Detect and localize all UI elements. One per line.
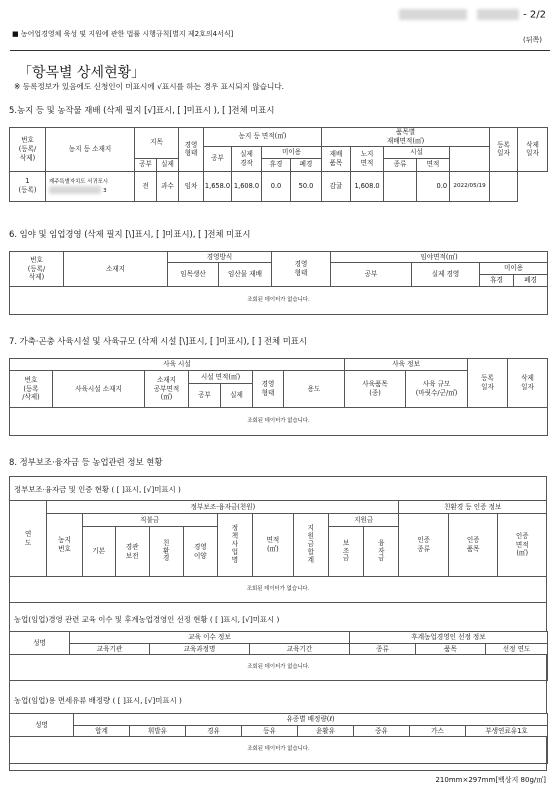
empty-message: 조회된 데이터가 없습니다. [10,287,548,315]
col-course: 교육과정명 [150,644,250,655]
col-byproduct-fuel: 부생연료유1호 [466,726,548,737]
redacted-text [49,186,101,194]
col-actual: 실제 [221,384,253,408]
empty-message: 조회된 데이터가 없습니다. [10,737,548,764]
col-no: 번호 (등록/ 삭제) [10,252,64,287]
col-use: 용도 [284,371,345,408]
col-eco: 친 환 경 [149,527,183,577]
col-area-actual: 실제 경작 [232,146,262,171]
col-cert-type: 인증 종류 [399,514,449,577]
col-management: 경영 이양 [183,527,217,577]
col-facility-area: 면적 [417,158,450,171]
notice-text: ※ 등록정보가 있음에도 신청인이 미표시에 √표시를 하는 경우 표시되지 않습니다. [14,82,285,91]
farmland-table [9,127,548,202]
col-period: 교육기간 [250,644,350,655]
col-farm-no: 농지 번호 [47,514,82,577]
col-open-field: 노지 면적 [351,146,384,171]
col-project: 정 책 사 업 명 [217,514,252,577]
col-mgmt-type: 경영 형태 [272,252,331,287]
col-public: 공부 [189,384,221,408]
cell-facility-kind [384,171,417,201]
col-facility-group: 사육 시설 [10,359,345,371]
cell-no: 1 (등록) [10,171,46,201]
col-byproduct: 임산물 재배 [219,263,272,287]
col-scale: 사육 규모 (마릿수/군/㎡) [406,371,468,408]
form-reference: ■ 농어업경영체 육성 및 지원에 관한 법률 시행규칙[별지 제2호의4서식] [12,30,234,38]
subsidy-title: 정부보조·융자금 및 인증 현황 ( [ ]표시, [√]미표시 ) [14,485,181,494]
redacted-text [399,9,467,20]
cell-facility-area: 0.0 [417,171,450,201]
col-landscape: 경관 보전 [115,527,149,577]
col-item: 품목 [416,644,486,655]
col-name: 성명 [10,714,74,737]
top-rule [10,50,550,51]
col-direct: 직불금 [82,514,217,527]
cell-open-field: 1,608.0 [351,171,384,201]
col-name: 성명 [10,632,70,655]
col-abandoned: 폐경 [291,158,322,171]
col-address: 농지 등 소재지 [46,128,135,172]
table-row [10,577,547,603]
redacted-text [477,9,519,20]
col-successor-group: 후계농업경영인 선정 정보 [350,632,548,644]
education-table [9,631,548,681]
cell-area-public: 1,658.0 [204,171,232,201]
cell-reg-date: 2022/05/19 [450,171,490,201]
col-loan: 융 자 금 [364,527,399,577]
col-public-area: 소재지 공부면적 (㎡) [145,371,189,408]
col-actual: 실제 경영 [412,263,480,287]
col-no: 번호 (등록/ 삭제) [10,128,46,172]
table-row [10,171,548,201]
fuel-title: 농업(임업)용 면세유류 배정량 ( [ ]표시, [√]미표시 ) [14,696,182,705]
col-breeding-group: 사육 정보 [345,359,468,371]
col-forest-area: 임야면적(㎡) [331,252,548,263]
page-title: 「항목별 상세현황」 [18,65,146,81]
col-mgmt-type: 경영 형태 [253,371,284,408]
col-lot: 지목 [135,128,179,159]
empty-message: 조회된 데이터가 없습니다. [10,655,548,681]
address-text: 제주특별자치도 서귀포시 [49,178,108,185]
address-suffix: 3 [103,188,107,195]
cell-abandoned: 50.0 [291,171,322,201]
col-facility-area: 시설 면적(㎡) [189,371,253,384]
section8-heading: 8. 정부보조·융자금 등 농업관련 정보 현황 [9,457,163,467]
col-heavy-oil: 중유 [354,726,410,737]
front-back-label: (뒤쪽) [523,36,542,44]
col-subsidy-group: 정부보조·융자금(천원) [47,501,399,514]
col-reg-date: 등록 일자 [490,128,518,172]
col-crop-group: 품목별 재배면적(㎡) [322,128,490,147]
col-institution: 교육기관 [70,644,150,655]
col-no: 번호 (등록 /삭제) [10,371,53,408]
section7-heading: 7. 가축·곤충 사육시설 및 사육규모 (삭제 시설 [\]표시, [ ]미표시), [ ] 전체 미표시 [9,336,307,346]
col-gas: 가스 [410,726,466,737]
col-year: 연 도 [10,501,47,577]
cell-lot-actual: 과수 [157,171,179,201]
livestock-table [9,358,548,436]
col-fuel-group: 유종별 배정량(ℓ) [74,714,548,726]
cell-del-date [490,171,518,201]
col-diesel: 경유 [186,726,242,737]
col-public: 공부 [331,263,412,287]
col-forestry: 임목생산 [168,263,219,287]
section6-heading: 6. 임야 및 임업경영 (삭제 필지 [\]표시, [ ]미표시), [ ]전체 미표시 [9,229,251,239]
col-fallow: 휴경 [262,158,291,171]
empty-message: 조회된 데이터가 없습니다. [10,408,548,436]
col-reg-date: 등록 일자 [468,359,508,408]
col-support: 지원금 [328,514,399,527]
col-lot-actual: 실제 [157,158,179,171]
col-mgmt-type: 경영 형태 [179,128,204,172]
cell-area-actual: 1,608.0 [232,171,262,201]
education-title: 농업(임업)경영 관련 교육 이수 및 후계농업경영인 선정 현황 ( [ ]표시, [√]미표시 ) [14,615,280,624]
col-cert-item: 인증 품목 [448,514,498,577]
col-area: 면적 (㎡) [253,514,294,577]
col-crop: 재배 품목 [322,146,351,171]
subsidy-table [9,500,547,603]
col-gasoline: 휘발유 [130,726,186,737]
col-del-date: 삭제 일자 [508,359,548,408]
col-kind: 종류 [350,644,416,655]
col-del-date: 삭제 일자 [518,128,548,172]
col-lubricant: 윤활유 [298,726,354,737]
col-area-public: 공부 [204,146,232,171]
col-unused: 미이용 [262,146,322,158]
col-method: 경영방식 [168,252,272,263]
col-abandoned: 폐경 [514,275,548,287]
cell-lot-public: 전 [135,171,157,201]
col-cert-group: 친환경 등 인증 정보 [399,501,547,514]
forest-table [9,251,548,315]
col-species: 사육품목 (종) [345,371,406,408]
page-number: - 2/2 [523,9,546,21]
paper-spec: 210mm×297mm[백상지 80g/㎡] [435,776,546,784]
section5-heading: 5.농지 등 및 농작물 재배 (삭제 필지 [√]표시, [ ]미표시 ), [ ]전체 미표시 [9,105,275,115]
col-sel-year: 선정 연도 [486,644,548,655]
cell-crop: 감귤 [322,171,351,201]
col-basic: 기본 [82,527,115,577]
col-facility: 시설 [384,146,450,158]
table-row [10,287,548,315]
col-lot-public: 공부 [135,158,157,171]
col-subsidy: 보 조 금 [328,527,363,577]
table-row [10,737,548,764]
empty-message: 조회된 데이터가 없습니다. [10,577,547,603]
col-location: 소재지 [64,252,168,287]
col-fallow: 휴경 [480,275,514,287]
col-total: 합계 [74,726,130,737]
cell-mgmt: 임차 [179,171,204,201]
page-number-area [399,9,546,21]
col-cert-area: 인증 면적 (㎡) [498,514,547,577]
table-row [10,408,548,436]
col-facility-kind: 종류 [384,158,417,171]
col-area: 농지 등 면적(㎡) [204,128,322,147]
col-kerosene: 등유 [242,726,298,737]
fuel-table [9,713,548,764]
col-edu-group: 교육 이수 정보 [70,632,350,644]
col-support-total: 지 원 금 합 계 [293,514,328,577]
cell-fallow: 0.0 [262,171,291,201]
col-location: 사육시설 소재지 [53,371,145,408]
cell-address [46,171,135,201]
col-unused: 미이용 [480,263,548,275]
table-row [10,655,548,681]
